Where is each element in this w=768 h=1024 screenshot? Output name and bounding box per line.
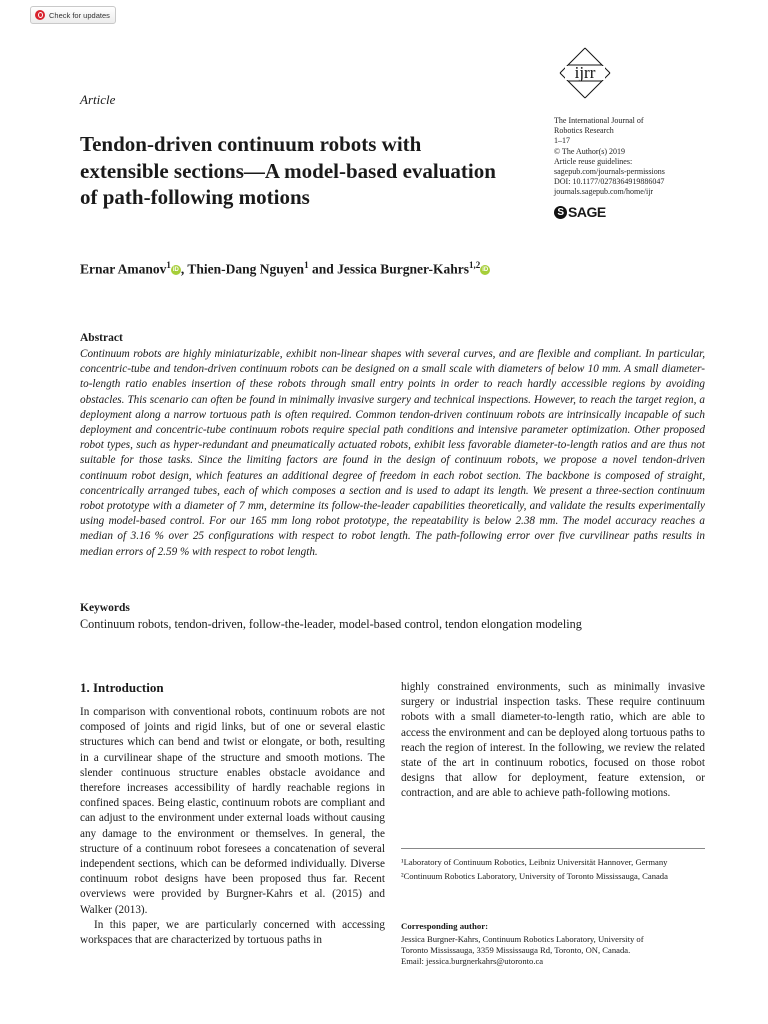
paper-title: Tendon-driven continuum robots with extensible sections—A model-based evaluation of path-following motions <box>80 132 496 209</box>
affiliation-footnotes <box>401 857 705 885</box>
journal-doi[interactable]: DOI: 10.1177/0278364919886047 <box>554 177 665 187</box>
corresponding-author-heading: Corresponding author: <box>401 921 489 931</box>
corresponding-author-line: Toronto Mississauga, 3359 Mississauga Rd, Toronto, ON, Canada. <box>401 945 631 956</box>
corresponding-author-line: Jessica Burgner-Kahrs, Continuum Robotics Laboratory, University of <box>401 934 644 944</box>
abstract-text: Continuum robots are highly miniaturizable, exhibit non-linear shapes with several curves, and are flexible and compliant. In particular, concentric-tube and tendon-driven continuum robots can be designed on a small scale with diameters of below 10 mm. A small diameter-to-length ratio enables insertion of these robots through small entry points in order to reach hardly accessible regions by avoiding obstacles. This scenario can often be found in minimally invasive surgery and technical inspections. However, to reach the target region, a deployment along a narrow tortuous path is often required. Common tendon-driven continuum robots are intrinsically incapable of such deployment and concentric-tube continuum robots require special path conditions and intensive parameter optimization. Other proposed robot types, such as hyper-redundant and pneumatically actuated robots, exhibit less favorable diameter-to-length ratios and are thus not suitable for those tasks. Since the limiting factors are found in the design of continuum robots, we propose a novel tendon-driven continuum robot design, which features an additional degree of freedom in each robot section. The backbone is composed of straight, concentrically arranged tubes, each of which composes a section and is used to adapt its length. We present a three-section continuum robot prototype with a diameter of 7 mm, determine its follow-the-leader capabilities theoretically, and validate the results experimentally using model-based control. For our 165 mm long robot prototype, the repeatability is below 2.38 mm. The model accuracy reaches a median of 3.16 % over 25 configurations with respect to robot length. The path-following error over five curvilinear paths results in median errors of 2.59 % with respect to robot length. <box>80 348 705 558</box>
keywords-heading: Keywords <box>80 602 130 614</box>
intro-paragraph: highly constrained environments, such as minimally invasive surgery or industrial inspection tasks. These require continuum robots with a small diameter-to-length ratio, which are able to access the environment and can be deployed along tortuous paths to reach the region of interest. In the following, we review the related state of the art in continuum robotics, focused on those robot designs that allow for deployment, feature extension, or contraction, and are able to achieve path-following motions. <box>401 681 705 800</box>
publisher-logo <box>554 204 606 220</box>
journal-homepage-link[interactable]: journals.sagepub.com/home/ijr <box>554 187 654 197</box>
author-name: Jessica Burgner-Kahrs <box>337 261 469 277</box>
journal-info <box>554 116 724 198</box>
author-list <box>80 260 490 278</box>
right-column <box>401 680 705 802</box>
check-for-updates-label: Check for updates <box>49 10 110 20</box>
footnote-divider <box>401 848 705 849</box>
journal-reuse-link[interactable]: sagepub.com/journals-permissions <box>554 167 665 177</box>
left-column <box>80 705 385 948</box>
abstract-heading: Abstract <box>80 332 123 344</box>
keywords-text: Continuum robots, tendon-driven, follow-the-leader, model-based control, tendon elongation modeling <box>80 617 582 631</box>
author-name: Ernar Amanov <box>80 261 167 277</box>
section-heading: 1. Introduction <box>80 680 164 695</box>
author-affiliation: 1,2 <box>468 260 481 270</box>
corresponding-author-email[interactable]: Email: jessica.burgnerkahrs@utoronto.ca <box>401 956 544 967</box>
journal-pages: 1–17 <box>554 136 570 146</box>
orcid-icon[interactable]: iD <box>172 267 179 274</box>
journal-name-line2: Robotics Research <box>554 126 614 136</box>
intro-paragraph: In comparison with conventional robots, continuum robots are not composed of joints and rigid links, but of one or several elastic structures which can bend and twist or elongate, or both, resulting in a curvilinear shape of the structure and smooth motions. The slender continuous structure enables obstacle avoidance and therefore increases accessibility of hardly reachable regions in confined spaces. Being elastic, continuum robots are compliant and can adjust to the environment under external loads without causing any damage to the environment or themselves. In general, the structure of a continuum robot foresees a concatenation of several independent sections, which can be deformed individually. Diverse continuum robot designs have been proposed thus far. Recent overviews were provided by Burgner-Kahrs et al. (2015) and Walker (2013). <box>80 706 385 916</box>
orcid-icon[interactable]: iD <box>482 267 489 274</box>
crossmark-icon <box>35 10 45 20</box>
journal-name-line1: The International Journal of <box>554 116 644 125</box>
author-name: Thien-Dang Nguyen <box>187 261 305 277</box>
sage-icon: S <box>554 206 567 219</box>
author-affiliation: 1 <box>304 260 309 270</box>
author-affiliation: 1 <box>166 260 171 270</box>
journal-reuse-line1: Article reuse guidelines: <box>554 156 633 166</box>
affiliation-footnote: ¹Laboratory of Continuum Robotics, Leibniz Universität Hannover, Germany <box>401 857 668 867</box>
intro-paragraph: In this paper, we are particularly concerned with accessing workspaces that are characterized by tortuous paths in <box>80 918 385 947</box>
publisher-name: SAGE <box>568 204 606 220</box>
corresponding-author-details <box>401 934 705 968</box>
journal-logo-text: ijrr <box>574 63 596 82</box>
author-separator: and <box>308 261 338 277</box>
affiliation-footnote: ²Continuum Robotics Laboratory, University of Toronto Mississauga, Canada <box>401 871 668 881</box>
check-for-updates-button[interactable] <box>30 6 116 24</box>
article-type-label: Article <box>80 92 116 107</box>
author-separator: , <box>180 261 188 277</box>
journal-logo <box>554 42 616 104</box>
journal-copyright: © The Author(s) 2019 <box>554 146 626 156</box>
